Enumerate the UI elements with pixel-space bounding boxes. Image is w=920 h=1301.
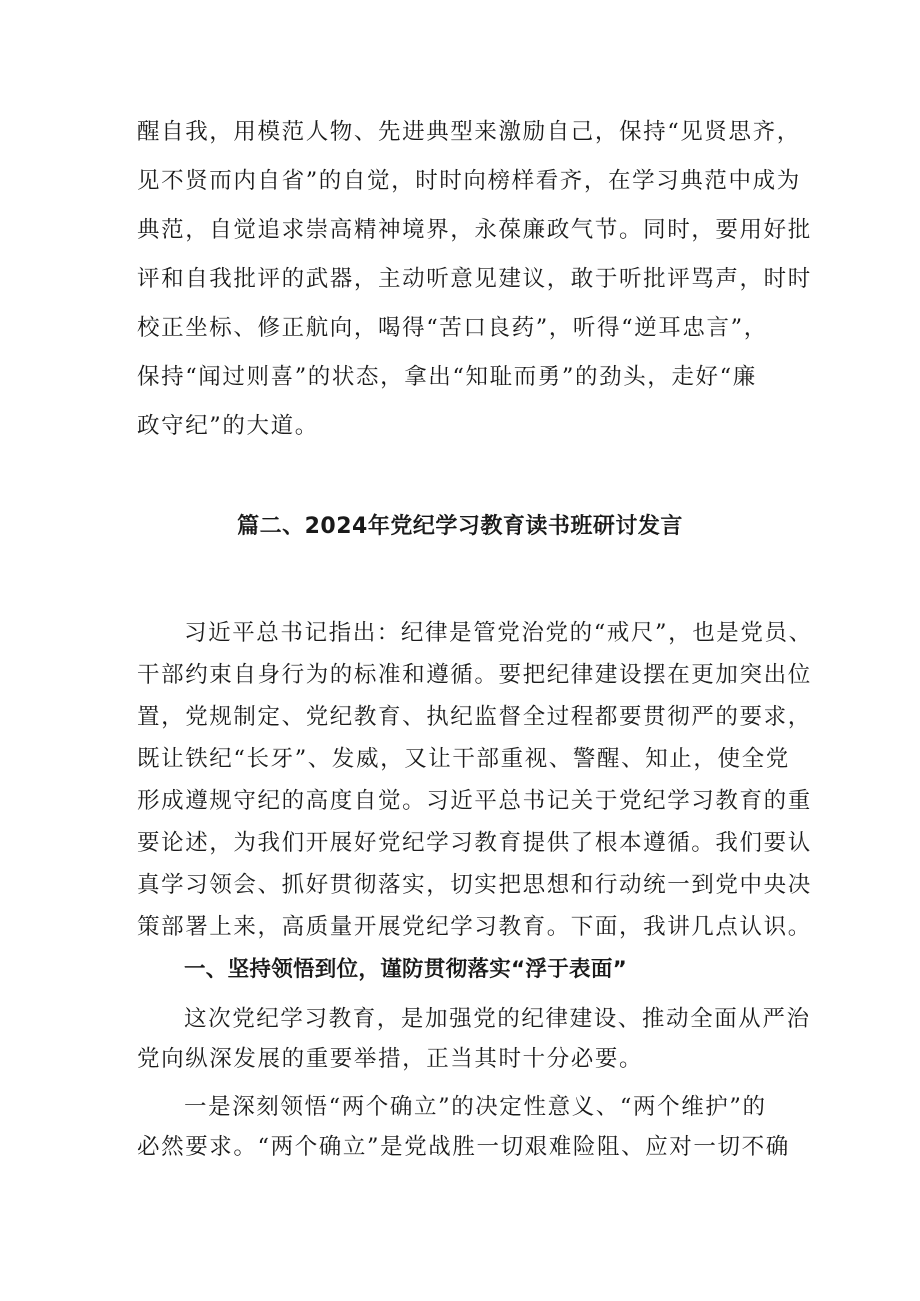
text-line: 必然要求。“两个确立”是党战胜一切艰难险阻、应对一切不确	[137, 1134, 790, 1160]
text-line: 这次党纪学习教育，是加强党的纪律建设、推动全面从严治	[184, 1006, 811, 1032]
text-line: 既让铁纪“长牙”、发威，又让干部重视、警醒、知止，使全党	[137, 746, 790, 772]
text-line: 醒自我，用模范人物、先进典型来激励自己，保持“见贤思齐，	[137, 119, 801, 145]
text-line: 干部约束自身行为的标准和遵循。要把纪律建设摆在更加突出位	[137, 662, 812, 688]
text-line: 形成遵规守纪的高度自觉。习近平总书记关于党纪学习教育的重	[137, 788, 812, 814]
text-line: 见不贤而内自省”的自觉，时时向榜样看齐，在学习典范中成为	[137, 168, 801, 194]
text-line: 一是深刻领悟“两个确立”的决定性意义、“两个维护”的	[184, 1094, 767, 1120]
text-line: 真学习领会、抓好贯彻落实，切实把思想和行动统一到党中央决	[137, 872, 812, 898]
heading-1: 一、坚持领悟到位，谨防贯彻落实“浮于表面”	[184, 957, 628, 982]
text-line: 校正坐标、修正航向，喝得“苦口良药”，听得“逆耳忠言”，	[137, 315, 768, 341]
text-line: 评和自我批评的武器，主动听意见建议，敢于听批评骂声，时时	[137, 266, 812, 292]
text-line: 典范，自觉追求崇高精神境界，永葆廉政气节。同时，要用好批	[137, 217, 812, 243]
text-line: 习近平总书记指出：纪律是管党治党的“戒尺”，也是党员、	[184, 620, 813, 646]
text-line: 政守纪”的大道。	[137, 413, 319, 439]
text-line: 要论述，为我们开展好党纪学习教育提供了根本遵循。我们要认	[137, 830, 812, 856]
text-line: 党向纵深发展的重要举措，正当其时十分必要。	[137, 1046, 644, 1072]
section-title: 篇二、2024年党纪学习教育读书班研讨发言	[237, 514, 683, 539]
text-line: 置，党规制定、党纪教育、执纪监督全过程都要贯彻严的要求，	[137, 704, 812, 730]
text-line: 保持“闻过则喜”的状态，拿出“知耻而勇”的劲头，走好“廉	[137, 364, 757, 390]
text-line: 策部署上来，高质量开展党纪学习教育。下面，我讲几点认识。	[137, 914, 812, 940]
